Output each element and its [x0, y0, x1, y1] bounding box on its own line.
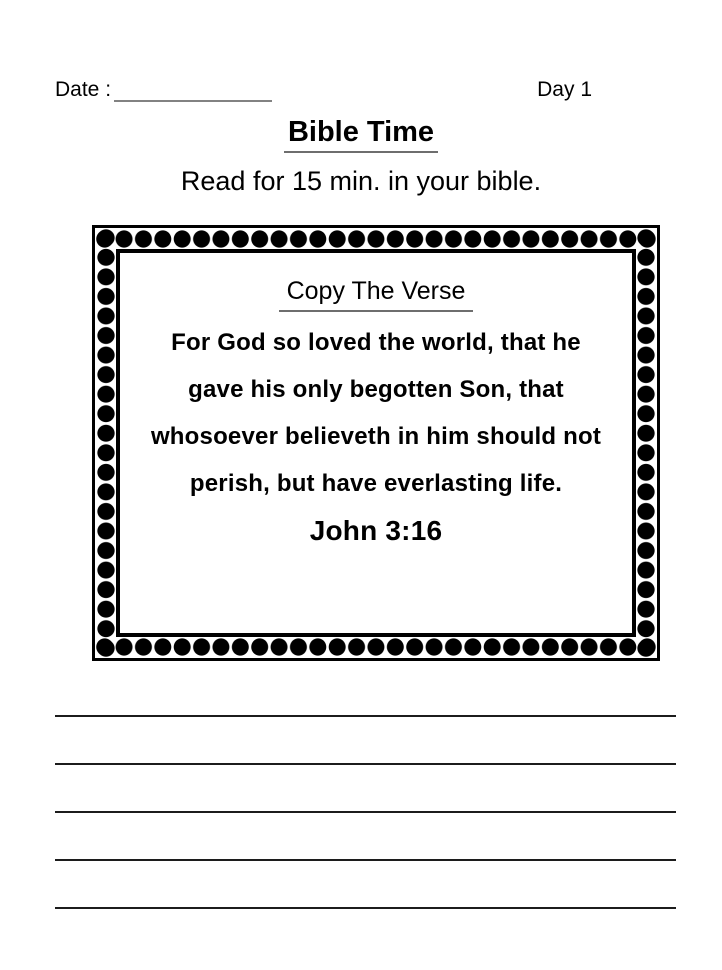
verse-box-frame [92, 225, 660, 661]
day-label: Day 1 [537, 78, 592, 101]
verse-reference: John 3:16 [309, 515, 443, 546]
verse-line: For God so loved the world, that he [171, 329, 581, 356]
date-blank-line [114, 81, 272, 102]
date-field [55, 78, 272, 102]
writing-line [55, 861, 676, 909]
header [55, 78, 592, 102]
verse-line: whosoever believeth in him should not [150, 423, 602, 450]
verse-line: gave his only begotten Son, that [188, 376, 564, 403]
verse-text [120, 319, 632, 554]
title-row [0, 115, 722, 153]
writing-lines-area [55, 669, 676, 909]
writing-line [55, 669, 676, 717]
verse-box [116, 249, 636, 637]
writing-line [55, 765, 676, 813]
verse-line: perish, but have everlasting life. [189, 470, 563, 497]
writing-line [55, 813, 676, 861]
date-label: Date : [55, 78, 112, 101]
subtitle: Read for 15 min. in your bible. [180, 166, 542, 196]
page-title: Bible Time [284, 115, 438, 153]
verse-box-heading-row [120, 277, 632, 312]
verse-box-heading: Copy The Verse [279, 277, 474, 312]
writing-line [55, 717, 676, 765]
